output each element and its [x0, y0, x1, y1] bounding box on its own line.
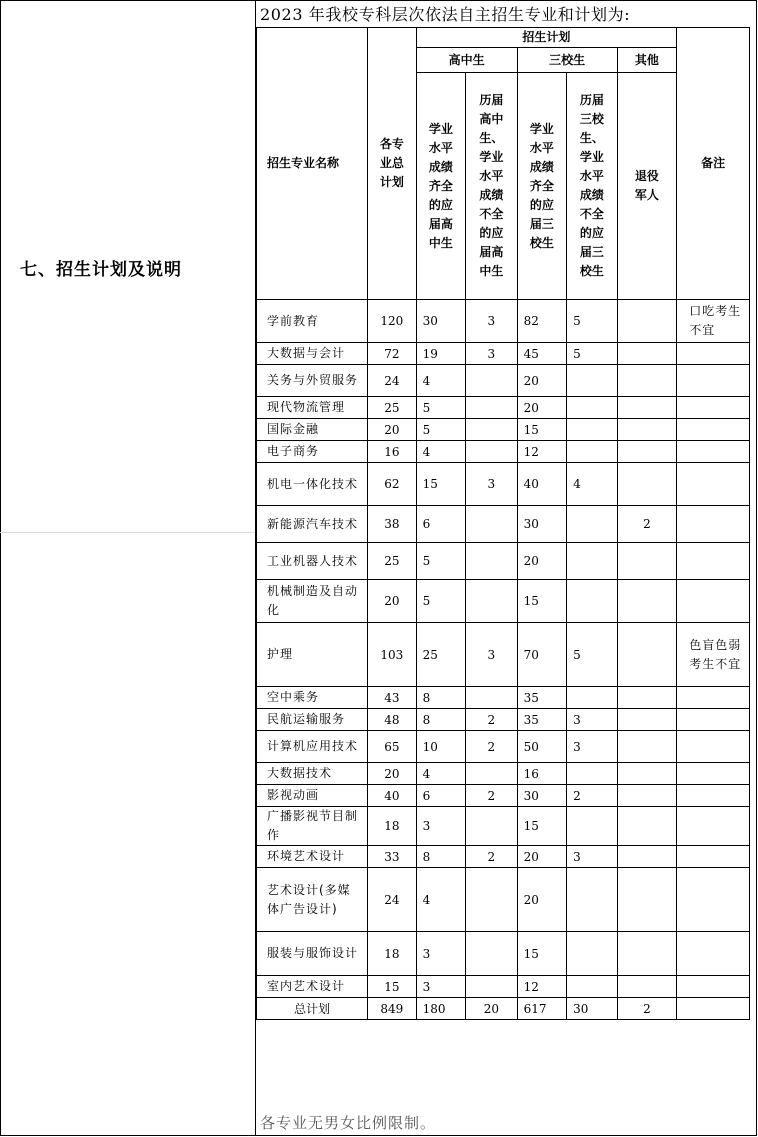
remarks-cell	[677, 932, 750, 976]
remarks-cell: 口吃考生不宜	[677, 300, 750, 343]
remarks-cell	[677, 976, 750, 998]
footer-note: 各专业无男女比例限制。	[260, 1114, 437, 1132]
table-row	[257, 397, 750, 419]
major-name-cell: 新能源汽车技术	[257, 506, 368, 543]
veterans-cell	[617, 709, 677, 731]
hs-complete-cell: 10	[416, 731, 465, 763]
hs-complete-cell: 4	[416, 365, 465, 397]
hs-incomplete-cell	[466, 543, 518, 580]
table-row	[257, 846, 750, 868]
remarks-cell	[677, 687, 750, 709]
veterans-cell	[617, 731, 677, 763]
ts-incomplete-cell	[567, 506, 618, 543]
veterans-cell	[617, 687, 677, 709]
major-name-cell: 计算机应用技术	[257, 731, 368, 763]
header-total-plan: 各专业总计划	[368, 28, 416, 300]
ts-complete-cell: 20	[517, 868, 566, 932]
major-name-cell: 大数据与会计	[257, 343, 368, 365]
remarks-cell	[677, 365, 750, 397]
veterans-cell	[617, 846, 677, 868]
hs-incomplete-cell	[466, 441, 518, 463]
table-row	[257, 441, 750, 463]
ts-incomplete-cell: 5	[567, 623, 618, 687]
ts-incomplete-cell: 2	[567, 785, 618, 807]
major-name-cell: 关务与外贸服务	[257, 365, 368, 397]
total-plan-cell: 18	[368, 932, 416, 976]
remarks-cell	[677, 343, 750, 365]
total-ts-complete-cell: 617	[517, 998, 566, 1020]
hs-incomplete-cell: 2	[466, 785, 518, 807]
ts-incomplete-cell	[567, 580, 618, 623]
ts-incomplete-cell	[567, 763, 618, 785]
veterans-cell	[617, 543, 677, 580]
remarks-cell	[677, 580, 750, 623]
hs-complete-cell: 4	[416, 441, 465, 463]
hs-incomplete-cell	[466, 976, 518, 998]
hs-complete-cell: 6	[416, 785, 465, 807]
total-plan-cell: 16	[368, 441, 416, 463]
table-row	[257, 709, 750, 731]
total-plan-cell: 65	[368, 731, 416, 763]
veterans-cell	[617, 397, 677, 419]
ts-complete-cell: 15	[517, 932, 566, 976]
total-plan-cell: 25	[368, 543, 416, 580]
ts-incomplete-cell	[567, 976, 618, 998]
ts-complete-cell: 30	[517, 506, 566, 543]
hs-complete-cell: 19	[416, 343, 465, 365]
ts-incomplete-cell: 4	[567, 463, 618, 506]
remarks-cell	[677, 807, 750, 846]
veterans-cell	[617, 580, 677, 623]
total-veterans-cell: 2	[617, 998, 677, 1020]
remarks-cell	[677, 785, 750, 807]
header-other: 其他	[617, 48, 677, 73]
hs-complete-cell: 25	[416, 623, 465, 687]
ts-incomplete-cell	[567, 868, 618, 932]
total-plan-cell: 20	[368, 763, 416, 785]
ts-complete-cell: 20	[517, 397, 566, 419]
total-plan-cell: 20	[368, 419, 416, 441]
header-veterans: 退役军人	[617, 73, 677, 300]
header-ts-incomplete: 历届三校生、学业水平成绩不全的应届三校生	[567, 73, 618, 300]
veterans-cell	[617, 785, 677, 807]
hs-incomplete-cell	[466, 397, 518, 419]
veterans-cell	[617, 419, 677, 441]
hs-complete-cell: 30	[416, 300, 465, 343]
hs-complete-cell: 4	[416, 868, 465, 932]
hs-complete-cell: 3	[416, 976, 465, 998]
ts-complete-cell: 15	[517, 580, 566, 623]
header-high-school: 高中生	[416, 48, 517, 73]
major-name-cell: 室内艺术设计	[257, 976, 368, 998]
remarks-cell	[677, 731, 750, 763]
table-row	[257, 976, 750, 998]
ts-incomplete-cell	[567, 419, 618, 441]
ts-complete-cell: 15	[517, 807, 566, 846]
table-row	[257, 343, 750, 365]
major-name-cell: 广播影视节目制作	[257, 807, 368, 846]
major-name-cell: 大数据技术	[257, 763, 368, 785]
total-plan-cell: 38	[368, 506, 416, 543]
total-plan-cell: 103	[368, 623, 416, 687]
hs-complete-cell: 3	[416, 807, 465, 846]
veterans-cell	[617, 868, 677, 932]
total-plan-cell: 62	[368, 463, 416, 506]
table-row	[257, 300, 750, 343]
ts-complete-cell: 35	[517, 687, 566, 709]
total-ts-incomplete-cell: 30	[567, 998, 618, 1020]
veterans-cell: 2	[617, 506, 677, 543]
table-row	[257, 785, 750, 807]
hs-complete-cell: 5	[416, 543, 465, 580]
veterans-cell	[617, 623, 677, 687]
hs-incomplete-cell: 3	[466, 623, 518, 687]
ts-complete-cell: 20	[517, 365, 566, 397]
veterans-cell	[617, 343, 677, 365]
major-name-cell: 机械制造及自动化	[257, 580, 368, 623]
hs-incomplete-cell	[466, 807, 518, 846]
header-hs-complete: 学业水平成绩齐全的应届高中生	[416, 73, 465, 300]
veterans-cell	[617, 932, 677, 976]
hs-complete-cell: 6	[416, 506, 465, 543]
veterans-cell	[617, 763, 677, 785]
hs-complete-cell: 3	[416, 932, 465, 976]
total-remarks-cell	[677, 998, 750, 1020]
hs-incomplete-cell	[466, 580, 518, 623]
table-row	[257, 731, 750, 763]
ts-incomplete-cell	[567, 687, 618, 709]
total-hs-incomplete-cell: 20	[466, 998, 518, 1020]
total-plan-cell: 15	[368, 976, 416, 998]
ts-complete-cell: 50	[517, 731, 566, 763]
hs-incomplete-cell: 3	[466, 463, 518, 506]
header-plan-group: 招生计划	[416, 28, 677, 48]
remarks-cell	[677, 441, 750, 463]
hs-complete-cell: 8	[416, 709, 465, 731]
hs-incomplete-cell: 2	[466, 846, 518, 868]
ts-incomplete-cell: 3	[567, 731, 618, 763]
hs-complete-cell: 5	[416, 580, 465, 623]
header-three-schools: 三校生	[517, 48, 617, 73]
total-plan-cell: 20	[368, 580, 416, 623]
ts-incomplete-cell	[567, 365, 618, 397]
total-plan-cell: 18	[368, 807, 416, 846]
table-row	[257, 932, 750, 976]
ts-incomplete-cell: 5	[567, 343, 618, 365]
ts-complete-cell: 20	[517, 543, 566, 580]
table-row	[257, 580, 750, 623]
veterans-cell	[617, 463, 677, 506]
table-row	[257, 365, 750, 397]
veterans-cell	[617, 976, 677, 998]
remarks-cell	[677, 709, 750, 731]
ts-incomplete-cell: 3	[567, 846, 618, 868]
major-name-cell: 民航运输服务	[257, 709, 368, 731]
hs-complete-cell: 4	[416, 763, 465, 785]
total-plan-cell: 24	[368, 365, 416, 397]
ts-incomplete-cell	[567, 441, 618, 463]
major-name-cell: 环境艺术设计	[257, 846, 368, 868]
major-name-cell: 空中乘务	[257, 687, 368, 709]
veterans-cell	[617, 441, 677, 463]
major-name-cell: 影视动画	[257, 785, 368, 807]
remarks-cell	[677, 543, 750, 580]
hs-incomplete-cell: 3	[466, 343, 518, 365]
hs-complete-cell: 15	[416, 463, 465, 506]
section-title: 七、招生计划及说明	[20, 260, 182, 280]
total-plan-cell: 72	[368, 343, 416, 365]
major-name-cell: 现代物流管理	[257, 397, 368, 419]
hs-complete-cell: 8	[416, 846, 465, 868]
ts-incomplete-cell: 5	[567, 300, 618, 343]
table-row	[257, 543, 750, 580]
ts-incomplete-cell	[567, 397, 618, 419]
ts-complete-cell: 70	[517, 623, 566, 687]
major-name-cell: 服装与服饰设计	[257, 932, 368, 976]
intro-text: 2023 年我校专科层次依法自主招生专业和计划为:	[260, 5, 631, 24]
remarks-cell	[677, 463, 750, 506]
ts-complete-cell: 12	[517, 976, 566, 998]
hs-incomplete-cell	[466, 932, 518, 976]
hs-incomplete-cell: 2	[466, 731, 518, 763]
faint-divider	[0, 532, 255, 533]
total-plan-cell: 40	[368, 785, 416, 807]
veterans-cell	[617, 365, 677, 397]
total-plan-cell: 120	[368, 300, 416, 343]
major-name-cell: 工业机器人技术	[257, 543, 368, 580]
total-plan-cell: 24	[368, 868, 416, 932]
ts-complete-cell: 16	[517, 763, 566, 785]
ts-incomplete-cell	[567, 543, 618, 580]
ts-complete-cell: 15	[517, 419, 566, 441]
header-hs-incomplete: 历届高中生、学业水平成绩不全的应届高中生	[466, 73, 518, 300]
remarks-cell	[677, 763, 750, 785]
hs-incomplete-cell	[466, 365, 518, 397]
total-plan-cell: 48	[368, 709, 416, 731]
hs-complete-cell: 5	[416, 419, 465, 441]
major-name-cell: 学前教育	[257, 300, 368, 343]
hs-incomplete-cell	[466, 687, 518, 709]
hs-incomplete-cell	[466, 506, 518, 543]
header-ts-complete: 学业水平成绩齐全的应届三校生	[517, 73, 566, 300]
total-plan-cell: 25	[368, 397, 416, 419]
hs-incomplete-cell: 2	[466, 709, 518, 731]
ts-complete-cell: 82	[517, 300, 566, 343]
total-plan-cell: 43	[368, 687, 416, 709]
table-row	[257, 868, 750, 932]
major-name-cell: 机电一体化技术	[257, 463, 368, 506]
veterans-cell	[617, 300, 677, 343]
hs-complete-cell: 5	[416, 397, 465, 419]
hs-incomplete-cell	[466, 868, 518, 932]
hs-incomplete-cell	[466, 763, 518, 785]
ts-complete-cell: 30	[517, 785, 566, 807]
table-row	[257, 763, 750, 785]
remarks-cell: 色盲色弱考生不宜	[677, 623, 750, 687]
header-remarks: 备注	[677, 28, 750, 300]
hs-incomplete-cell	[466, 419, 518, 441]
hs-incomplete-cell: 3	[466, 300, 518, 343]
ts-incomplete-cell	[567, 932, 618, 976]
total-major-name-cell: 总计划	[257, 998, 368, 1020]
major-name-cell: 护理	[257, 623, 368, 687]
table-row	[257, 463, 750, 506]
enrollment-plan-table	[256, 27, 750, 1020]
ts-incomplete-cell	[567, 807, 618, 846]
ts-incomplete-cell: 3	[567, 709, 618, 731]
remarks-cell	[677, 397, 750, 419]
header-major-name: 招生专业名称	[257, 28, 368, 300]
ts-complete-cell: 12	[517, 441, 566, 463]
table-row	[257, 623, 750, 687]
remarks-cell	[677, 846, 750, 868]
total-hs-complete-cell: 180	[416, 998, 465, 1020]
ts-complete-cell: 20	[517, 846, 566, 868]
remarks-cell	[677, 868, 750, 932]
table-row	[257, 807, 750, 846]
major-name-cell: 艺术设计(多媒体广告设计)	[257, 868, 368, 932]
major-name-cell: 国际金融	[257, 419, 368, 441]
total-total-plan-cell: 849	[368, 998, 416, 1020]
table-row	[257, 419, 750, 441]
remarks-cell	[677, 506, 750, 543]
ts-complete-cell: 35	[517, 709, 566, 731]
table-row	[257, 687, 750, 709]
total-plan-cell: 33	[368, 846, 416, 868]
hs-complete-cell: 8	[416, 687, 465, 709]
table-row	[257, 506, 750, 543]
remarks-cell	[677, 419, 750, 441]
ts-complete-cell: 45	[517, 343, 566, 365]
veterans-cell	[617, 807, 677, 846]
ts-complete-cell: 40	[517, 463, 566, 506]
total-row	[257, 998, 750, 1020]
major-name-cell: 电子商务	[257, 441, 368, 463]
